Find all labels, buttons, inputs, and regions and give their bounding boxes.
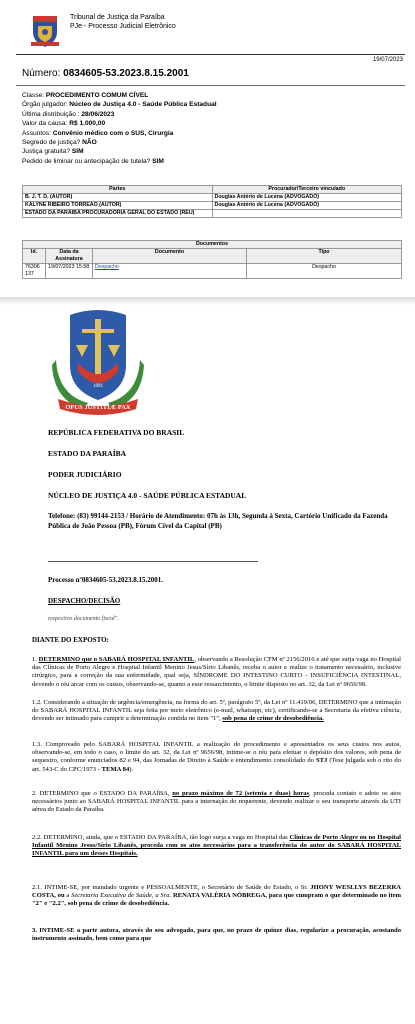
signature-line <box>48 561 258 562</box>
field-segredo: Segredo de justiça? NÃO <box>22 139 97 147</box>
number-divider <box>16 85 405 86</box>
field-classe: Classe: PROCEDIMENTO COMUM CÍVEL <box>22 92 149 99</box>
paragraph-2: 2. DETERMINO que o ESTADO DA PARAÍBA, no prazo máximo de 72 (setenta e duas) horas, proceda contato e adote os atos necessários junto ao SABARÁ HOSPITAL INFANTIL para a internação do requerente, devendo realizar o seu transporte através da UTI aérea do Estado da Paraíba. <box>32 790 401 814</box>
documentos-table: Documentos Id. Data da Assinatura Documento Tipo 76306 137 19/07/2023 15:58 Despacho Despacho <box>22 240 402 279</box>
motto-text: OPUS JUSTITIÆ PAX <box>65 404 131 411</box>
pje-header <box>0 0 415 56</box>
field-liminar: Pedido de liminar ou antecipação de tutela? SIM <box>22 157 164 165</box>
field-orgao: Órgão julgador: Núcleo de Justiça 4.0 - Saúde Pública Estadual <box>22 101 217 109</box>
despacho-link[interactable]: Despacho <box>95 264 119 270</box>
paragraph-1-2: 1.2. Considerando a situação de urgência/emergência, na forma do art. 5º, parágrafo 5º, da Lei nº 11.419/06, DETERMINO que a intimação do SABARÁ HOSPITAL INFANTIL seja feita por meio eletrônico (e-mail, whatsapp, etc), certificando-se a Secretaria da efetiva ciência, devendo ser intimado para cumprir a determinação contida no item "1", sob pena de crime de desobediência. <box>32 699 401 723</box>
doc-header-estado: ESTADO DA PARAÍBA <box>48 449 127 458</box>
doc-header-telefone: Telefone: (83) 99144-2153 / Horário de Atendimento: 07h às 13h, Segunda à Sexta, Cartório Unificado da Fazenda Pública de João Pessoa (PB), Fórum Cível da Capital (PB) <box>48 512 388 530</box>
paragraph-3: 3. INTIME-SE a parte autora, através do seu advogado, para que, no prazo de quinze dias, regularize a procuração, acostando instrumento assinado, bem como para que <box>32 927 401 943</box>
court-name: Tribunal de Justiça da Paraíba <box>70 14 165 21</box>
cut-text: respectivo documento fiscal". <box>48 616 119 622</box>
table-row: ESTADO DA PARAIBA PROCURADORIA GERAL DO ESTADO (REU) <box>23 210 402 218</box>
paragraph-2-1: 2.1. INTIME-SE, por mandado urgente e PESSOALMENTE, o Secretário de Saúde do Estado, o Sr. JHONY WESLLYS BEZERRA COSTA, ou a Secretaria Executiva de Saúde, a Sra. RENATA VALÉRIA NÓBREGA, para que cumpram o que determinado no item "2" e "2.2", sob pena de crime de desobediência. <box>32 884 401 908</box>
paragraph-2-2: 2.2. DETERMINO, ainda, que o ESTADO DA PARAÍBA, tão logo surja a vaga no Hospital das Clínicas de Porto Alegre ou no Hospital Infantil Menino Jesus/Sírio Libanês, proceda com os atos necessários para a transferência do autor do SABARÁ HOSPITAL INFANTIL para um desses Hospitais. <box>32 834 402 858</box>
field-gratuita: Justiça gratuita? SIM <box>22 148 84 156</box>
procurador-header: Procurador/Terceiro vinculado <box>212 186 402 194</box>
field-assuntos: Assuntos: Convênio médico com o SUS, Cirurgia <box>22 129 174 137</box>
field-valor: Valor da causa: R$ 1.000,00 <box>22 120 106 128</box>
table-row: 76306 137 19/07/2023 15:58 Despacho Despacho <box>23 264 402 279</box>
doc-header-poder: PODER JUDICIÁRIO <box>48 470 122 479</box>
year-text: 1891 <box>93 384 103 389</box>
header-divider <box>16 54 405 55</box>
field-distribuicao: Última distribuição : 28/06/2023 <box>22 110 115 118</box>
system-name: PJe - Processo Judicial Eletrônico <box>70 23 176 30</box>
doc-header-nucleo: NÚCLEO DE JUSTIÇA 4.0 - SAÚDE PÚBLICA ESTADUAL <box>48 491 247 500</box>
table-row: B. J. T. D. (AUTOR) Douglas Antério de Lucena (ADVOGADO) <box>23 194 402 202</box>
process-fields <box>22 91 217 166</box>
paragraph-1-3: 1.3. Comprovado pelo SABARÁ HOSPITAL INFANTIL a realização do procedimento e apresentados os seus custos nos autos, observando-se, em todo o caso, o limite do art. 32, da Lei nº 9656/98, intime-se o réu para efetuar o depósito dos valores, sob pena de sequestro, conforme enunciados 82 e 94, das Jornadas de Direito à Saúde e entendimento consolidado do STJ (Tese julgada sob o rito do art. 543-C do CPC/1973 - TEMA 84). <box>32 741 402 773</box>
doc-header-republica: REPÚBLICA FEDERATIVA DO BRASIL <box>48 428 185 437</box>
process-number: Número: 0834605-53.2023.8.15.2001 <box>22 68 189 79</box>
diante-exposto: DIANTE DO EXPOSTO: <box>32 636 109 644</box>
page-break <box>0 297 415 305</box>
doc-process-number: Processo nº0834605-53.2023.8.15.2001. <box>48 576 163 584</box>
paraiba-coat-of-arms-icon <box>48 305 148 415</box>
tjpb-crest-icon <box>30 12 60 48</box>
partes-table <box>22 185 402 218</box>
documentos-header: Documentos <box>23 241 402 249</box>
despacho-title: DESPACHO/DECISÃO <box>48 597 121 605</box>
print-date: 19/07/2023 <box>372 57 403 63</box>
table-row: KALYNE RIBEIRO TORREAO (AUTOR) Douglas Antério de Lucena (ADVOGADO) <box>23 202 402 210</box>
partes-header: Partes <box>23 186 213 194</box>
paragraph-1: 1. DETERMINO que o SABARÁ HOSPITAL INFANTIL, observando a Resolução CFM nº 2156/2016 e até que surja vaga no Hospital das Clínicas de Porto Alegre e Hospital Infantil Menino Jesus/Sírio Libanês, receba o autor e realize o tratamento necessário, inclusive cirúrgico, para a correção da sua enfermidade, qual seja, SÍNDROME DO INTESTINO CURTO - INSUFICIÊNCIA INTESTINAL, devendo o réu arcar com os custos, observando-se, quanto a esse ressarcimento, o limite disposto no art. 32, da Lei nº 9656/98. <box>32 656 401 688</box>
